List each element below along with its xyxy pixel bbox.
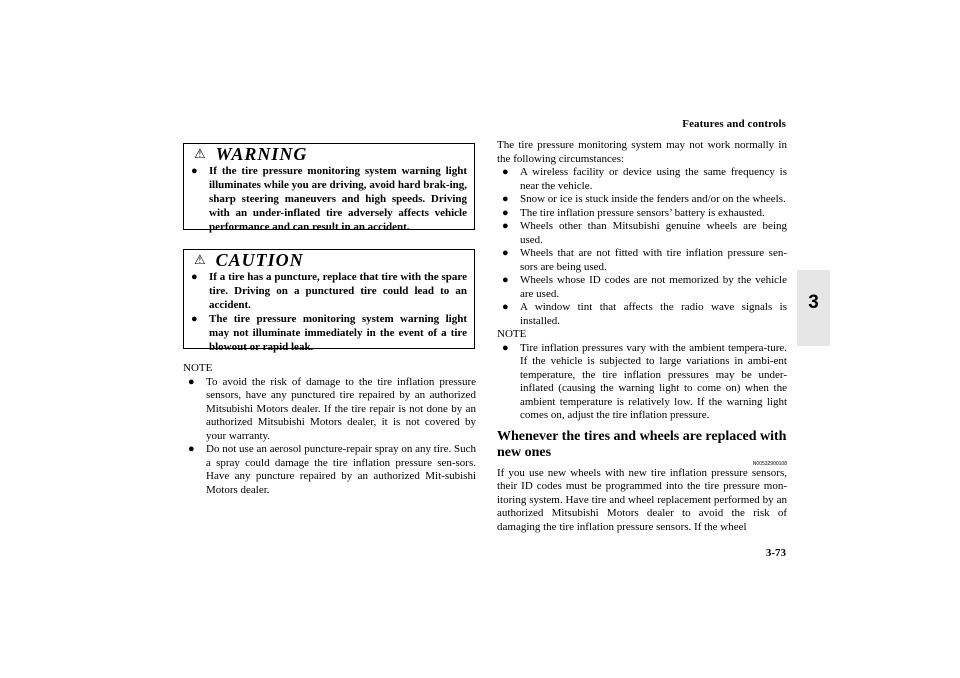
list-item	[497, 193, 787, 207]
warning-text: If the tire pressure monitoring system warning light illuminates while you are driving, avoid hard brak-ing, sharp steering maneuvers and high speeds. Driving with an under-inflated tire adversely affects vehicle performance and can result in an accident.	[209, 165, 467, 233]
list-item	[497, 166, 787, 193]
bullet-icon: ●	[502, 341, 509, 354]
bullet-icon: ●	[191, 165, 198, 177]
section-code: N00532900108	[752, 460, 787, 467]
bullet-icon: ●	[188, 375, 195, 388]
note-text: Do not use an aerosol puncture-repair spray on any tire. Such a spray could damage the tire inflation pressure sen-sors. Have any puncture repaired by an authorized Mit-subishi Motors dealer.	[206, 443, 476, 496]
list-item	[497, 247, 787, 274]
caution-title-bar	[184, 250, 474, 270]
list-item	[184, 164, 474, 234]
chapter-tab	[797, 270, 830, 346]
circumstance-text: Snow or ice is stuck inside the fenders and/or on the wheels.	[520, 193, 786, 205]
bullet-icon: ●	[191, 271, 198, 283]
caution-text: If a tire has a puncture, replace that tire with the spare tire. Driving on a punctured tire could lead to an accident.	[209, 271, 467, 311]
circumstance-text: Wheels whose ID codes are not memorized by the vehicle are used.	[520, 274, 787, 300]
circumstance-text: Wheels that are not fitted with tire inflation pressure sen-sors are being used.	[520, 247, 787, 273]
list-item	[497, 301, 787, 328]
list-item	[497, 274, 787, 301]
note-label: NOTE	[497, 328, 527, 340]
running-header: Features and controls	[682, 118, 786, 130]
warning-triangle-icon: ⚠	[194, 146, 206, 161]
left-note	[183, 362, 476, 497]
warning-box	[183, 143, 475, 233]
bullet-icon: ●	[502, 247, 509, 259]
bullet-icon: ●	[191, 313, 198, 325]
section-body: If you use new wheels with new tire inflation pressure sensors, their ID codes must be programmed into the tire pressure mon-itoring system. Have tire and wheel replacement performed by an authorized Mitsubishi Motors dealer to avoid the risk of damaging the tire inflation pressure sensors. If the wheel	[497, 466, 787, 533]
list-item	[183, 376, 476, 444]
list-item	[497, 342, 787, 423]
bullet-icon: ●	[502, 274, 509, 286]
section-heading: Whenever the tires and wheels are replaced with new ones	[497, 428, 787, 460]
list-item	[184, 312, 474, 354]
note-text: To avoid the risk of damage to the tire inflation pressure sensors, have any punctured tire repaired by an authorized Mitsubishi Motors dealer. If the tire repair is not done by an authorized Mitsubishi Motors dealer, it is not covered by your warranty.	[206, 375, 476, 442]
right-column	[497, 139, 787, 534]
warning-title-bar	[184, 144, 474, 164]
caution-box	[183, 249, 475, 353]
note-text: Tire inflation pressures vary with the ambient tempera-ture. If the vehicle is subjected to large variations in ambi-ent temperature, the tire inflation pressures may be under-inflated (causing the warning light to come on) when the ambient temperature is relatively low. If the warning light comes on, adjust the tire inflation pressure.	[520, 341, 787, 421]
warning-title: WARNING	[215, 144, 308, 164]
circumstance-text: Wheels other than Mitsubishi genuine wheels are being used.	[520, 220, 787, 246]
circumstance-text: A window tint that affects the radio wave signals is installed.	[520, 301, 787, 327]
list-item	[183, 443, 476, 497]
caution-title: CAUTION	[215, 250, 304, 270]
bullet-icon: ●	[502, 193, 509, 205]
bullet-icon: ●	[502, 206, 509, 219]
chapter-number: 3	[808, 292, 819, 313]
list-item	[497, 207, 787, 221]
bullet-icon: ●	[502, 220, 509, 232]
circumstance-text: The tire inflation pressure sensors’ battery is exhausted.	[520, 206, 765, 219]
caution-text: The tire pressure monitoring system warning light may not illuminate immediately in the event of a tire blowout or rapid leak.	[209, 313, 467, 353]
bullet-icon: ●	[502, 301, 509, 313]
bullet-icon: ●	[502, 166, 509, 178]
note-label: NOTE	[183, 362, 213, 374]
circumstance-text: A wireless facility or device using the same frequency is near the vehicle.	[520, 166, 787, 192]
intro-paragraph: The tire pressure monitoring system may not work normally in the following circumstances:	[497, 139, 787, 165]
list-item	[497, 220, 787, 247]
page-number: 3-73	[765, 547, 786, 559]
list-item	[184, 270, 474, 312]
warning-triangle-icon: ⚠	[194, 252, 206, 267]
bullet-icon: ●	[188, 443, 195, 455]
